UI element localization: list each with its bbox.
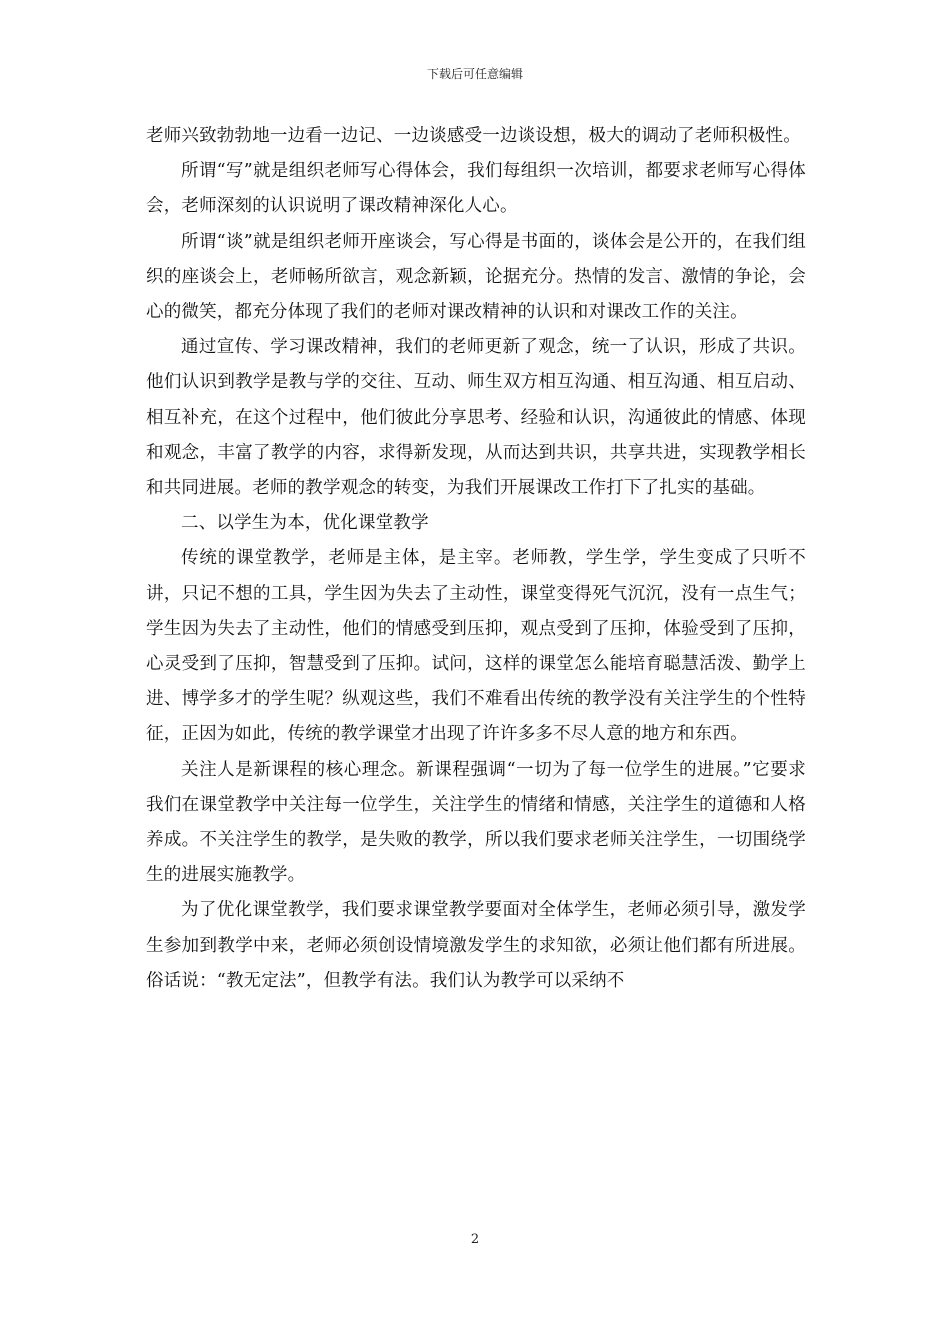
page-header: 下载后可任意编辑 (426, 67, 523, 81)
document-body (146, 119, 806, 999)
paragraph-talk: 所谓“谈”就是组织老师开座谈会，写心得是书面的，谈体会是公开的，在我们组织的座谈会上，老师畅所欲言，观念新颖，论据充分。热情的发言、激情的争论，会心的微笑，都充分体现了我们的老师对课改精神的认识和对课改工作的关注。 (146, 231, 806, 323)
paragraph-write: 所谓“写”就是组织老师写心得体会，我们每组织一次培训，都要求老师写心得体会，老师深刻的认识说明了课改精神深化人心。 (146, 161, 806, 217)
paragraph-consensus: 通过宣传、学习课改精神，我们的老师更新了观念，统一了认识，形成了共识。他们认识到教学是教与学的交往、互动、师生双方相互沟通、相互沟通、相互启动、相互补充，在这个过程中，他们彼此分享思考、经验和认识，沟通彼此的情感、体现和观念，丰富了教学的内容，求得新发现，从而达到共识，共享共进，实现教学相长和共同进展。老师的教学观念的转变，为我们开展课改工作打下了扎实的基础。 (146, 337, 806, 499)
section-heading: 二、以学生为本，优化课堂教学 (181, 513, 429, 534)
paragraph-optimize-teaching: 为了优化课堂教学，我们要求课堂教学要面对全体学生，老师必须引导，激发学生参加到教学中来，老师必须创设情境激发学生的求知欲，必须让他们都有所进展。俗话说：“教无定法”，但教学有法。我们认为教学可以采纳不 (146, 900, 806, 991)
paragraph-continuation: 老师兴致勃勃地一边看一边记、一边谈感受一边谈设想，极大的调动了老师积极性。 (146, 126, 801, 146)
paragraph-traditional-teaching: 传统的课堂教学，老师是主体，是主宰。老师教，学生学，学生变成了只听不讲，只记不想的工具，学生因为失去了主动性，课堂变得死气沉沉，没有一点生气；学生因为失去了主动性，他们的情感受到压抑，观点受到了压抑，体验受到了压抑，心灵受到了压抑，智慧受到了压抑。试问，这样的课堂怎么能培育聪慧活泼、勤学上进、博学多才的学生呢？纵观这些，我们不难看出传统的教学没有关注学生的个性特征，正因为如此，传统的教学课堂才出现了许许多多不尽人意的地方和东西。 (146, 548, 806, 745)
paragraph-new-curriculum: 关注人是新课程的核心理念。新课程强调“一切为了每一位学生的进展。”它要求我们在课堂教学中关注每一位学生，关注学生的情绪和情感，关注学生的道德和人格养成。不关注学生的教学，是失败的教学，所以我们要求老师关注学生，一切围绕学生的进展实施教学。 (146, 759, 806, 886)
page-number: 2 (470, 1232, 480, 1247)
